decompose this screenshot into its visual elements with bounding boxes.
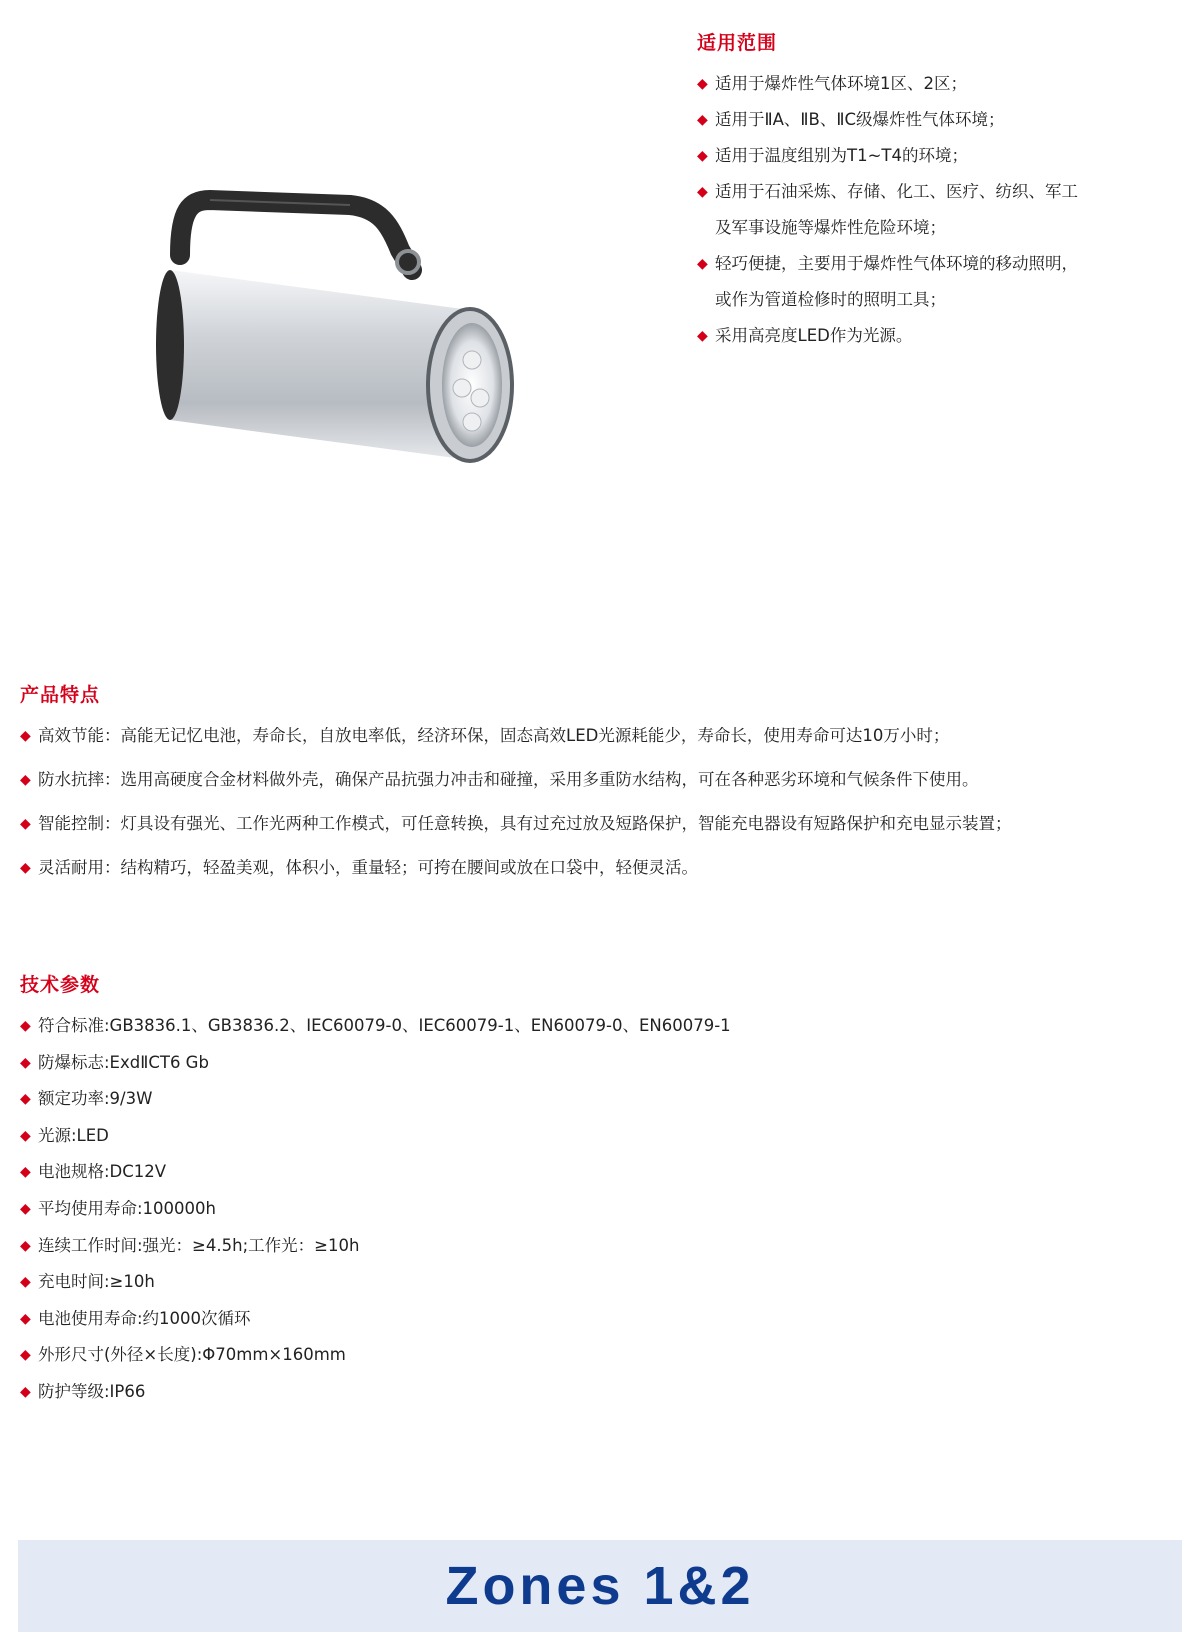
list-item: ◆ 电池使用寿命:约1000次循环 <box>20 1307 1020 1331</box>
bullet-diamond-icon: ◆ <box>20 1200 31 1217</box>
params-list <box>20 1014 1020 1417</box>
bullet-diamond-icon: ◆ <box>20 1164 31 1181</box>
zones-banner <box>18 1540 1182 1632</box>
bullet-diamond-icon: ◆ <box>20 728 31 744</box>
bullet-diamond-icon: ◆ <box>697 76 708 92</box>
list-item: ◆ 防护等级:IP66 <box>20 1380 1020 1404</box>
list-item: ◆ 适用于石油采炼、存储、化工、医疗、纺织、军工 及军事设施等爆炸性危险环境； <box>697 182 1078 237</box>
banner-text: Zones 1&2 <box>445 1556 755 1616</box>
list-item: ◆ 平均使用寿命:100000h <box>20 1197 1020 1221</box>
bullet-diamond-icon: ◆ <box>697 148 708 164</box>
features-list <box>20 724 1190 900</box>
list-item: ◆ 轻巧便捷，主要用于爆炸性气体环境的移动照明， 或作为管道检修时的照明工具； <box>697 254 1078 309</box>
list-item: ◆ 电池规格:DC12V <box>20 1160 1020 1184</box>
list-item: ◆ 光源:LED <box>20 1124 1020 1148</box>
list-item: ◆ 连续工作时间:强光：≥4.5h;工作光：≥10h <box>20 1234 1020 1258</box>
list-item: ◆ 采用高亮度LED作为光源。 <box>697 324 1167 348</box>
bullet-diamond-icon: ◆ <box>20 1310 31 1327</box>
bullet-diamond-icon: ◆ <box>20 1018 31 1034</box>
list-item: ◆ 灵活耐用：结构精巧，轻盈美观，体积小，重量轻；可挎在腰间或放在口袋中，轻便灵活。 <box>20 856 1190 880</box>
bullet-diamond-icon: ◆ <box>20 1054 31 1071</box>
bullet-diamond-icon: ◆ <box>697 256 708 272</box>
list-item: ◆ 适用于爆炸性气体环境1区、2区； <box>697 72 1167 96</box>
list-item: ◆ 外形尺寸(外径×长度):Φ70mm×160mm <box>20 1343 1020 1367</box>
bullet-diamond-icon: ◆ <box>20 1347 31 1364</box>
bullet-diamond-icon: ◆ <box>20 1127 31 1144</box>
bullet-diamond-icon: ◆ <box>20 816 31 832</box>
list-item: ◆ 高效节能：高能无记忆电池，寿命长，自放电率低，经济环保，固态高效LED光源耗能少，寿命长，使用寿命可达10万小时； <box>20 724 1190 748</box>
list-item: ◆ 智能控制：灯具设有强光、工作光两种工作模式，可任意转换，具有过充过放及短路保护，智能充电器设有短路保护和充电显示装置； <box>20 812 1190 836</box>
list-item: ◆ 适用于ⅡA、ⅡB、ⅡC级爆炸性气体环境； <box>697 108 1167 132</box>
bullet-diamond-icon: ◆ <box>20 1237 31 1254</box>
list-item: ◆ 防爆标志:ExdⅡCT6 Gb <box>20 1051 1020 1075</box>
bullet-diamond-icon: ◆ <box>697 184 708 200</box>
flashlight-illustration <box>150 170 570 500</box>
list-item: ◆ 适用于温度组别为T1~T4的环境； <box>697 144 1167 168</box>
scope-list <box>697 72 1167 360</box>
bullet-diamond-icon: ◆ <box>20 1091 31 1108</box>
bullet-diamond-icon: ◆ <box>697 328 708 344</box>
scope-title: 适用范围 <box>697 32 778 54</box>
list-item: ◆ 充电时间:≥10h <box>20 1270 1020 1294</box>
features-title: 产品特点 <box>20 684 101 706</box>
bullet-diamond-icon: ◆ <box>20 1274 31 1291</box>
bullet-diamond-icon: ◆ <box>20 772 31 788</box>
product-image <box>150 170 570 500</box>
list-item: ◆ 防水抗摔：选用高硬度合金材料做外壳，确保产品抗强力冲击和碰撞，采用多重防水结构，可在各种恶劣环境和气候条件下使用。 <box>20 768 1190 792</box>
bullet-diamond-icon: ◆ <box>20 860 31 876</box>
params-title: 技术参数 <box>20 974 101 996</box>
list-item: ◆ 符合标准:GB3836.1、GB3836.2、IEC60079-0、IEC60079-1、EN60079-0、EN60079-1 <box>20 1014 1020 1038</box>
bullet-diamond-icon: ◆ <box>20 1383 31 1400</box>
list-item: ◆ 额定功率:9/3W <box>20 1087 1020 1111</box>
bullet-diamond-icon: ◆ <box>697 112 708 128</box>
